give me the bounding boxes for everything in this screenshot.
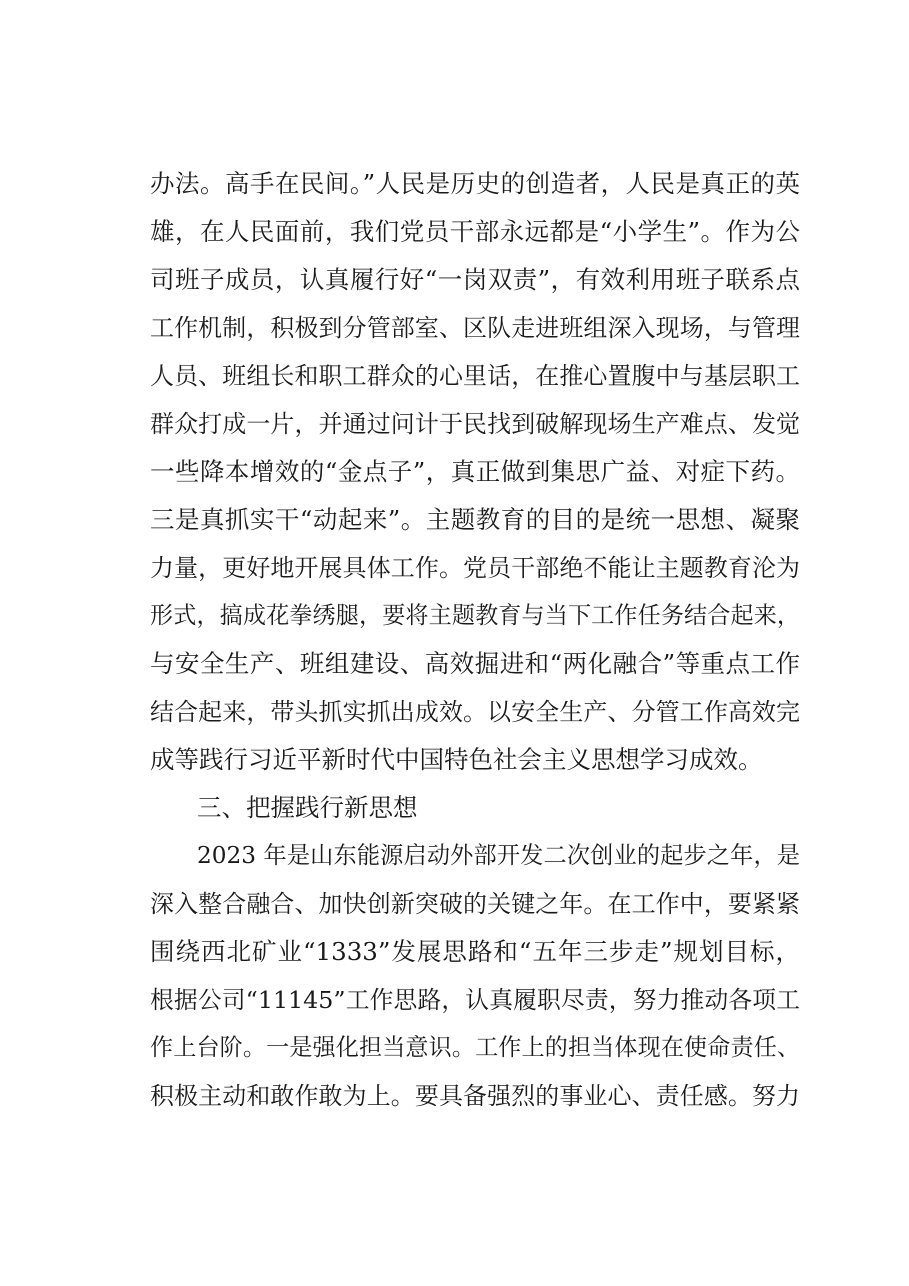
text-line: 与安全生产、班组建设、高效掘进和“两化融合”等重点工作 xyxy=(150,649,800,678)
text-line: 雄，在人民面前，我们党员干部永远都是“小学生”。作为公 xyxy=(150,217,800,246)
text-line: 根据公司“11145”工作思路，认真履职尽责，努力推动各项工 xyxy=(150,986,800,1014)
section-heading: 三、把握践行新思想 xyxy=(197,793,418,822)
text-line: 围绕西北矿业“1333”发展思路和“五年三步走”规划目标， xyxy=(150,937,800,966)
text-line: 一些降本增效的“金点子”，真正做到集思广益、对症下药。 xyxy=(150,457,800,486)
text-line: 司班子成员，认真履行好“一岗双责”，有效利用班子联系点 xyxy=(150,265,800,294)
text-line: 办法。高手在民间。”人民是历史的创造者，人民是真正的英 xyxy=(150,169,800,198)
text-line: 作上台阶。一是强化担当意识。工作上的担当体现在使命责任、 xyxy=(150,1035,800,1061)
text-line: 群众打成一片，并通过问计于民找到破解现场生产难点、发觉 xyxy=(150,410,800,438)
text-line: 形式，搞成花拳绣腿，要将主题教育与当下工作任务结合起来， xyxy=(150,603,800,629)
text-line: 成等践行习近平新时代中国特色社会主义思想学习成效。 xyxy=(150,745,763,774)
text-line: 三是真抓实干“动起来”。主题教育的目的是统一思想、凝聚 xyxy=(150,505,800,534)
text-line: 人员、班组长和职工群众的心里话，在推心置腹中与基层职工 xyxy=(150,362,800,390)
text-line: 结合起来，带头抓实抓出成效。以安全生产、分管工作高效完 xyxy=(150,698,800,726)
text-line: 深入整合融合、加快创新突破的关键之年。在工作中，要紧紧 xyxy=(150,890,800,918)
text-line: 2023 年是山东能源启动外部开发二次创业的起步之年，是 xyxy=(197,842,800,869)
text-line: 积极主动和敢作敢为上。要具备强烈的事业心、责任感。努力 xyxy=(150,1082,800,1110)
text-line: 工作机制，积极到分管部室、区队走进班组深入现场，与管理 xyxy=(150,314,800,342)
text-line: 力量，更好地开展具体工作。党员干部绝不能让主题教育沦为 xyxy=(150,554,800,582)
